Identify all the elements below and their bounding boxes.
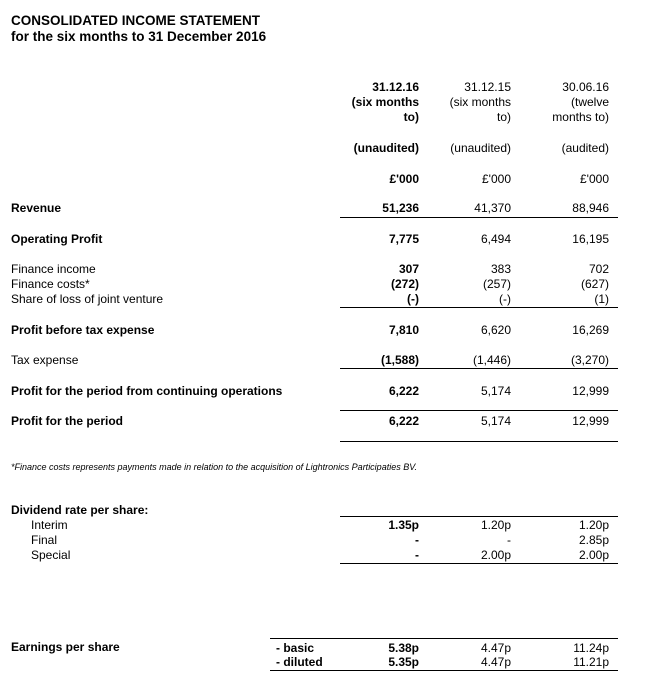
profit-before-tax-col1: 7,810 [388, 323, 419, 337]
dividend-heading: Dividend rate per share: [11, 503, 149, 517]
eps-diluted-label: - diluted [276, 655, 323, 669]
tax-rule [340, 368, 618, 369]
finance-costs-col1: (272) [390, 277, 419, 291]
eps-diluted-col3: 11.21p [573, 655, 609, 669]
dividend-final-col3: 2.85p [578, 533, 609, 547]
operating-profit-col2: 6,494 [480, 232, 511, 246]
dividend-interim-col2: 1.20p [480, 518, 511, 532]
dividend-final-col2: - [507, 533, 511, 547]
eps-heading: Earnings per share [11, 640, 120, 654]
revenue-value-col1: 51,236 [382, 201, 419, 215]
profit-period-col1: 6,222 [388, 414, 419, 428]
period-rule [340, 441, 618, 442]
dividend-interim-col3: 1.20p [578, 518, 609, 532]
profit-period-label: Profit for the period [11, 414, 123, 428]
col1-period-b: to) [403, 110, 419, 124]
statement-title: CONSOLIDATED INCOME STATEMENT [11, 13, 260, 28]
finance-income-col3: 702 [588, 262, 609, 276]
col2-audit-status: (unaudited) [450, 141, 511, 155]
finance-income-label: Finance income [11, 262, 96, 276]
eps-diluted-col2: 4.47p [480, 655, 511, 669]
profit-continuing-col1: 6,222 [388, 384, 419, 398]
col1-date: 31.12.16 [372, 80, 419, 94]
dividend-special-col1: - [415, 548, 419, 562]
finance-income-col2: 383 [490, 262, 511, 276]
tax-expense-label: Tax expense [11, 353, 79, 367]
eps-basic-label: - basic [276, 641, 315, 655]
share-loss-jv-col3: (1) [594, 292, 609, 306]
finance-costs-col3: (627) [580, 277, 609, 291]
profit-before-tax-label: Profit before tax expense [11, 323, 155, 337]
tax-expense-col3: (3,270) [570, 353, 609, 367]
finance-rule [340, 307, 618, 308]
col2-period-b: to) [496, 110, 511, 124]
share-loss-jv-label: Share of loss of joint venture [11, 292, 164, 306]
dividend-interim-label: Interim [31, 518, 68, 532]
operating-profit-label: Operating Profit [11, 232, 103, 246]
profit-continuing-col3: 12,999 [572, 384, 609, 398]
dividend-final-label: Final [31, 533, 58, 547]
col1-period-a: (six months [351, 95, 419, 109]
continuing-rule [340, 410, 618, 411]
profit-continuing-label: Profit for the period from continuing operations [11, 384, 283, 398]
col3-audit-status: (audited) [561, 141, 609, 155]
profit-before-tax-col3: 16,269 [572, 323, 609, 337]
dividend-rule-bottom [340, 563, 618, 564]
col2-date: 31.12.15 [464, 80, 511, 94]
profit-period-col2: 5,174 [480, 414, 511, 428]
revenue-rule [340, 217, 618, 218]
revenue-label: Revenue [11, 201, 62, 215]
col3-period-b: months to) [552, 110, 609, 124]
col1-audit-status: (unaudited) [353, 141, 419, 155]
finance-costs-col2: (257) [482, 277, 511, 291]
eps-diluted-col1: 5.35p [388, 655, 419, 669]
eps-rule-bottom [270, 670, 618, 671]
eps-rule-top [270, 638, 618, 639]
finance-costs-label: Finance costs* [11, 277, 90, 291]
col2-unit: £'000 [482, 172, 511, 186]
finance-costs-footnote: *Finance costs represents payments made in relation to the acquisition of Lightronics Participaties BV. [11, 462, 418, 472]
operating-profit-col3: 16,195 [572, 232, 609, 246]
eps-basic-col2: 4.47p [480, 641, 511, 655]
eps-basic-col1: 5.38p [388, 641, 419, 655]
profit-continuing-col2: 5,174 [480, 384, 511, 398]
col3-date: 30.06.16 [562, 80, 609, 94]
revenue-value-col3: 88,946 [572, 201, 609, 215]
dividend-interim-col1: 1.35p [388, 518, 419, 532]
statement-subtitle: for the six months to 31 December 2016 [11, 29, 267, 44]
tax-expense-col1: (1,588) [380, 353, 419, 367]
col1-unit: £'000 [389, 172, 419, 186]
col3-period-a: (twelve [570, 95, 609, 109]
tax-expense-col2: (1,446) [472, 353, 511, 367]
dividend-special-label: Special [31, 548, 71, 562]
dividend-final-col1: - [415, 533, 419, 547]
col2-period-a: (six months [449, 95, 511, 109]
eps-basic-col3: 11.24p [573, 641, 609, 655]
profit-period-col3: 12,999 [572, 414, 609, 428]
col3-unit: £'000 [580, 172, 609, 186]
dividend-special-col3: 2.00p [578, 548, 609, 562]
dividend-special-col2: 2.00p [480, 548, 511, 562]
operating-profit-col1: 7,775 [388, 232, 419, 246]
share-loss-jv-col1: (-) [407, 292, 419, 306]
revenue-value-col2: 41,370 [474, 201, 511, 215]
finance-income-col1: 307 [398, 262, 419, 276]
share-loss-jv-col2: (-) [499, 292, 511, 306]
dividend-rule-top [340, 516, 618, 517]
profit-before-tax-col2: 6,620 [480, 323, 511, 337]
